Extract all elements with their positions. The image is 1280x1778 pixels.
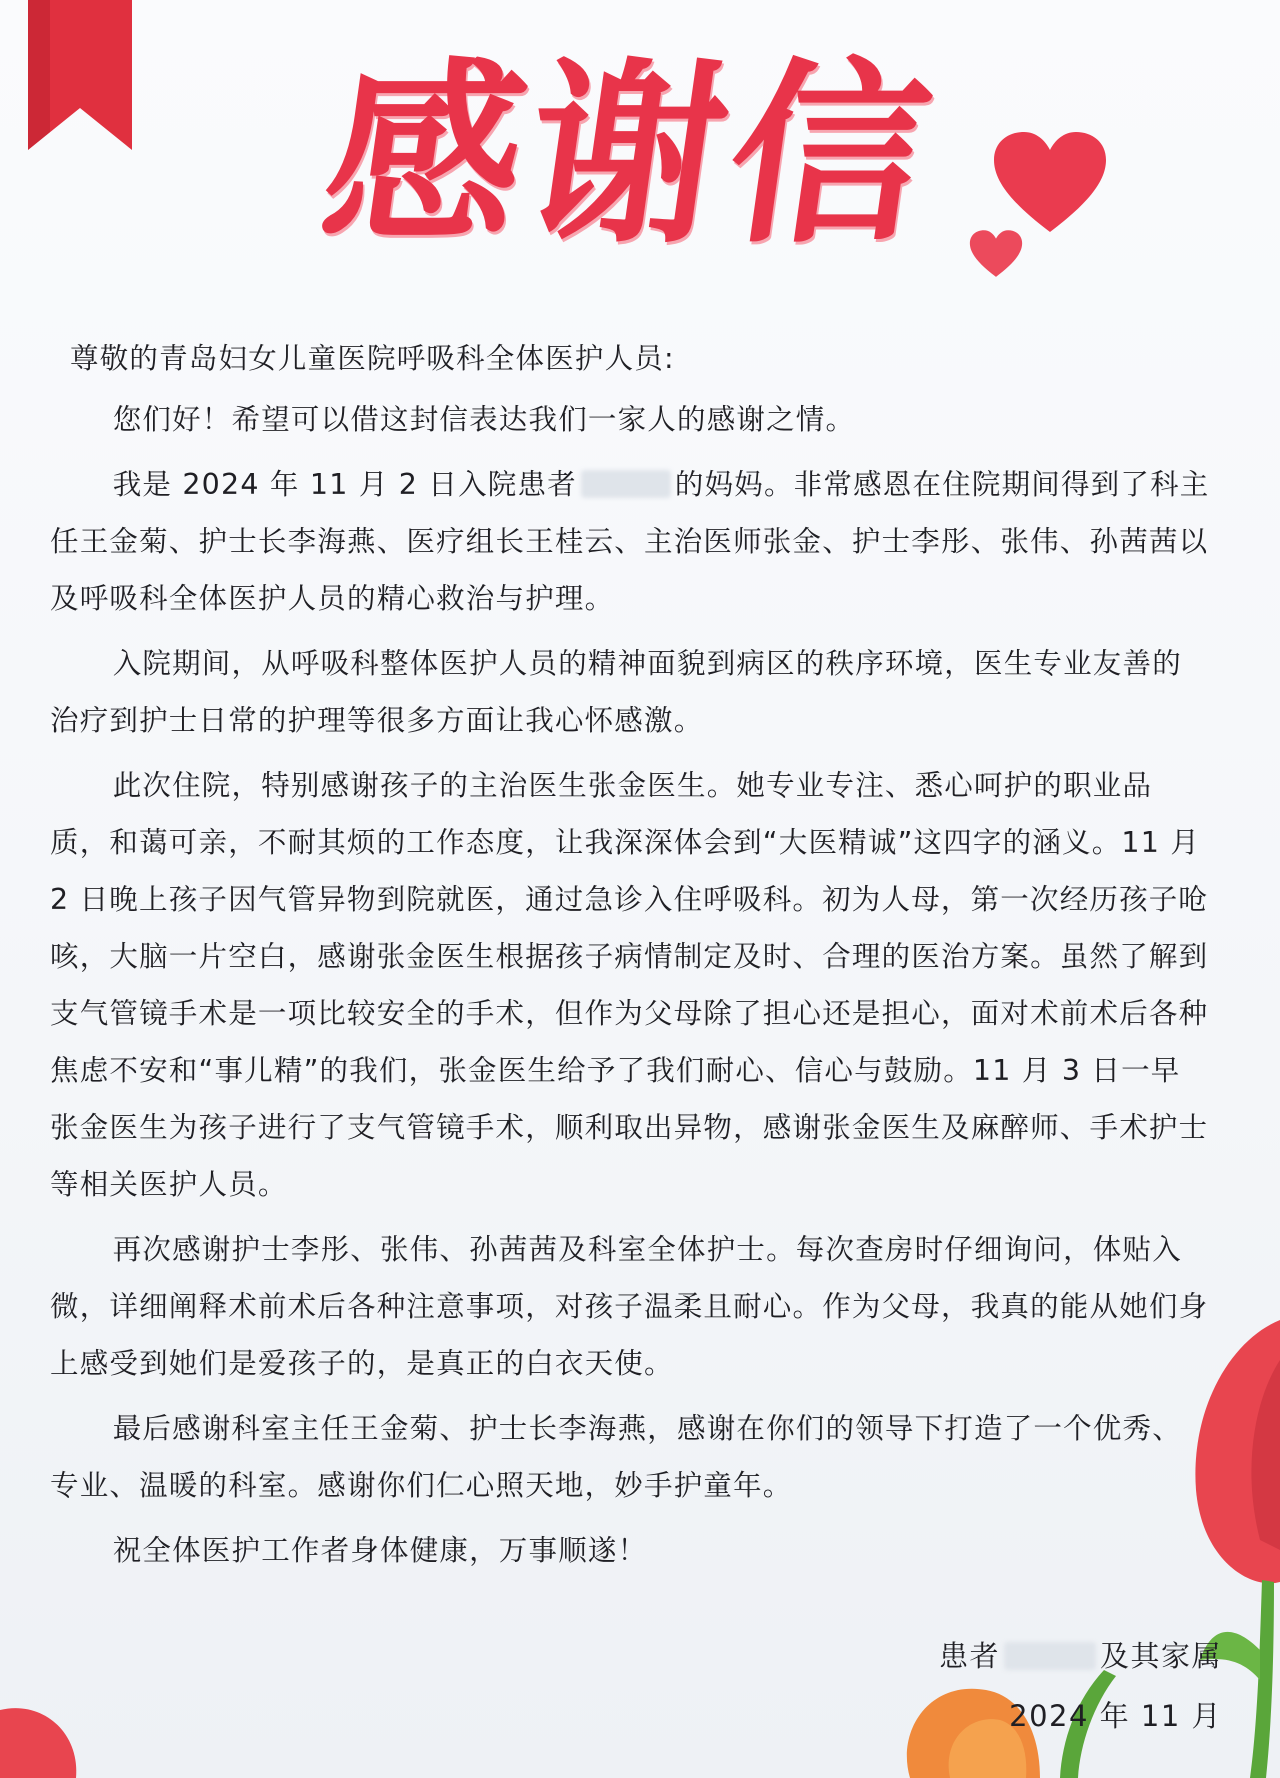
paragraph: 您们好！希望可以借这封信表达我们一家人的感谢之情。	[112, 403, 856, 436]
signature-block	[939, 1626, 1222, 1746]
salutation: 尊敬的青岛妇女儿童医院呼吸科全体医护人员:	[70, 342, 675, 375]
paragraph-text: 的妈妈。非常感恩在住院期间得到了科主任王金菊、护士长李海燕、医疗组长王桂云、主治医师张金、护士李彤、张伟、孙茜茜以及呼吸科全体医护人员的精心救治与护理。	[50, 468, 1210, 615]
signature-line	[939, 1626, 1222, 1686]
signature-prefix: 患者	[938, 1639, 1000, 1673]
paragraph: 入院期间，从呼吸科整体医护人员的精神面貌到病区的秩序环境，医生专业友善的治疗到护士日常的护理等很多方面让我心怀感激。	[50, 647, 1182, 737]
paragraph: 再次感谢护士李彤、张伟、孙茜茜及科室全体护士。每次查房时仔细询问，体贴入微，详细阐释术前术后各种注意事项，对孩子温柔且耐心。作为父母，我真的能从她们身上感受到她们是爱孩子的，是真正的白衣天使。	[50, 1233, 1209, 1380]
signature-suffix: 及其家属	[1099, 1639, 1222, 1673]
redacted-name	[1004, 1642, 1096, 1670]
heart-icon	[990, 128, 1110, 238]
signature-date: 2024 年 11 月	[1009, 1699, 1222, 1733]
paragraph-text: 我是 2024 年 11 月 2 日入院患者	[112, 468, 577, 501]
ribbon-decoration	[28, 0, 132, 150]
heart-small-icon	[968, 228, 1024, 280]
flower-decoration	[0, 1700, 80, 1778]
paragraph: 此次住院，特别感谢孩子的主治医生张金医生。她专业专注、悉心呵护的职业品质，和蔼可亲，不耐其烦的工作态度，让我深深体会到“大医精诚”这四字的涵义。11 月 2 日晚上孩子因气管异物到院就医，通过急诊入住呼吸科。初为人母，第一次经历孩子呛咳，大脑一片空白，感谢张金医生根据孩子病情制定及时、合理的医治方案。虽然了解到支气管镜手术是一项比较安全的手术，但作为父母除了担心还是担心，面对术前术后各种焦虑不安和“事儿精”的我们，张金医生给予了我们耐心、信心与鼓励。11 月 3 日一早张金医生为孩子进行了支气管镜手术，顺利取出异物，感谢张金医生及麻醉师、手术护士等相关医护人员。	[50, 769, 1209, 1201]
paragraph	[40, 456, 1240, 627]
letter-title: 感谢信	[310, 40, 950, 270]
paragraph: 祝全体医护工作者身体健康，万事顺遂！	[112, 1534, 648, 1567]
redacted-name	[581, 470, 671, 498]
letter-body	[40, 330, 1240, 1587]
paragraph: 最后感谢科室主任王金菊、护士长李海燕，感谢在你们的领导下打造了一个优秀、专业、温暖的科室。感谢你们仁心照天地，妙手护童年。	[50, 1412, 1182, 1502]
